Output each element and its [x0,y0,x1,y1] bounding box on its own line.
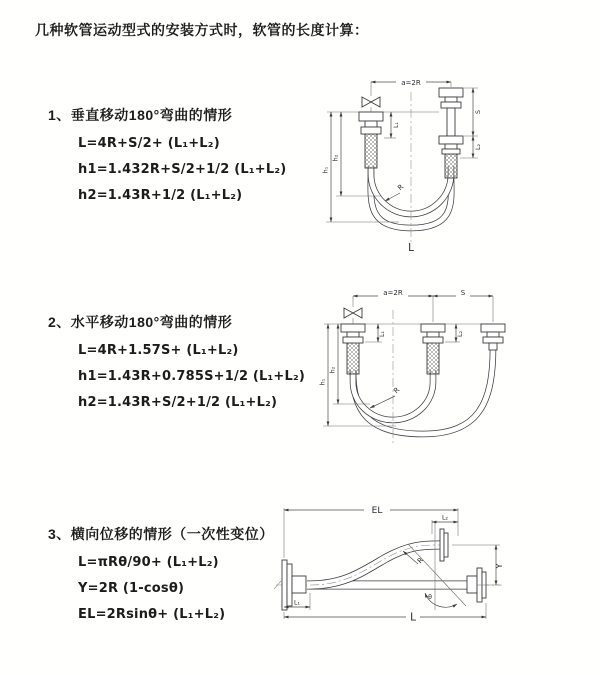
dimension-l [284,603,486,624]
dimension-l1 [384,112,400,138]
formula-line: h1=1.432R+S/2+1/2 (L₁+L₂) [78,162,287,177]
diagram-vertical-180 [303,72,595,258]
dim-label-h1: h₁ [322,166,330,174]
dimension-s [433,288,493,297]
diagram-lateral-displacement [272,498,594,658]
formula-line: L=4R+S/2+ (L₁+L₂) [78,136,220,151]
hose-position-moved [353,348,493,434]
dim-label-l: L [410,611,416,624]
section-horizontal-180 [48,312,328,416]
dim-label-h1: h₁ [319,378,327,386]
formula-line: h2=1.43R+1/2 (L₁+L₂) [78,188,243,203]
section-1-heading: 1、垂直移动180°弯曲的情形 [48,107,233,123]
dimension-l2 [432,515,458,535]
formula-line: L=4R+1.57S+ (L₁+L₂) [78,343,239,358]
dimension-s [464,88,482,136]
section-vertical-180 [48,105,328,209]
radius-label: R [396,182,406,193]
left-fitting [359,112,383,134]
angle-theta [425,593,457,607]
diagram-vertical-180-svg [303,72,595,258]
section-3-heading: 3、横向位移的情形（一次性变位） [48,526,274,542]
dim-label-s: S [475,110,482,114]
construction-lines [408,522,466,610]
dim-label-y: Y [495,563,504,569]
section-2-heading: 2、水平移动180°弯曲的情形 [48,314,233,330]
dim-label-l2: L₂ [475,144,482,150]
formula-line: Y=2R (1-cosθ) [78,581,185,596]
dim-label-a2r: a=2R [401,78,421,87]
dimension-l2 [445,324,464,342]
dimension-l1 [365,324,386,342]
page-title: 几种软管运动型式的安装方式时，软管的长度计算： [35,22,369,38]
dim-label-l2: L₂ [442,514,448,522]
dimension-a2r [353,288,493,323]
formula-line: h1=1.43R+0.785S+1/2 (L₁+L₂) [78,369,306,384]
right-lower-fitting [439,136,463,154]
radius-label: R [392,385,402,396]
valve-icon [362,97,380,112]
dim-label-h2: h₂ [332,154,340,162]
diagram-horizontal-180 [298,282,598,454]
right-upper-fitting [439,88,463,136]
dim-label-s: S [460,288,466,297]
formula-line: h2=1.43R+S/2+1/2 (L₁+L₂) [78,395,278,410]
angle-label: θ [428,594,432,601]
formula-line: EL=2Rsinθ+ (L₁+L₂) [78,607,226,622]
diagram-lateral-svg [272,498,594,658]
upper-flange [440,529,448,561]
diagram-horizontal-180-svg [298,282,598,454]
valve-icon [344,308,362,324]
radius-label: R [415,556,426,566]
middle-fitting [421,324,445,343]
dim-label-h2: h₂ [329,366,337,374]
dim-label-el: EL [371,506,383,516]
right-fitting-moved [481,324,505,350]
length-label: L [408,242,414,254]
formula-line: L=πRθ/90+ (L₁+L₂) [78,555,219,570]
dim-label-l1: L₁ [294,599,300,607]
dim-label-l1: L₁ [379,331,386,337]
radius-leader [385,183,405,201]
dim-label-l2: L₂ [457,331,464,337]
dim-label-l1: L₁ [393,122,400,128]
radius-leader [370,386,401,408]
dim-label-a2r: a=2R [383,288,403,297]
left-fitting [341,324,365,343]
